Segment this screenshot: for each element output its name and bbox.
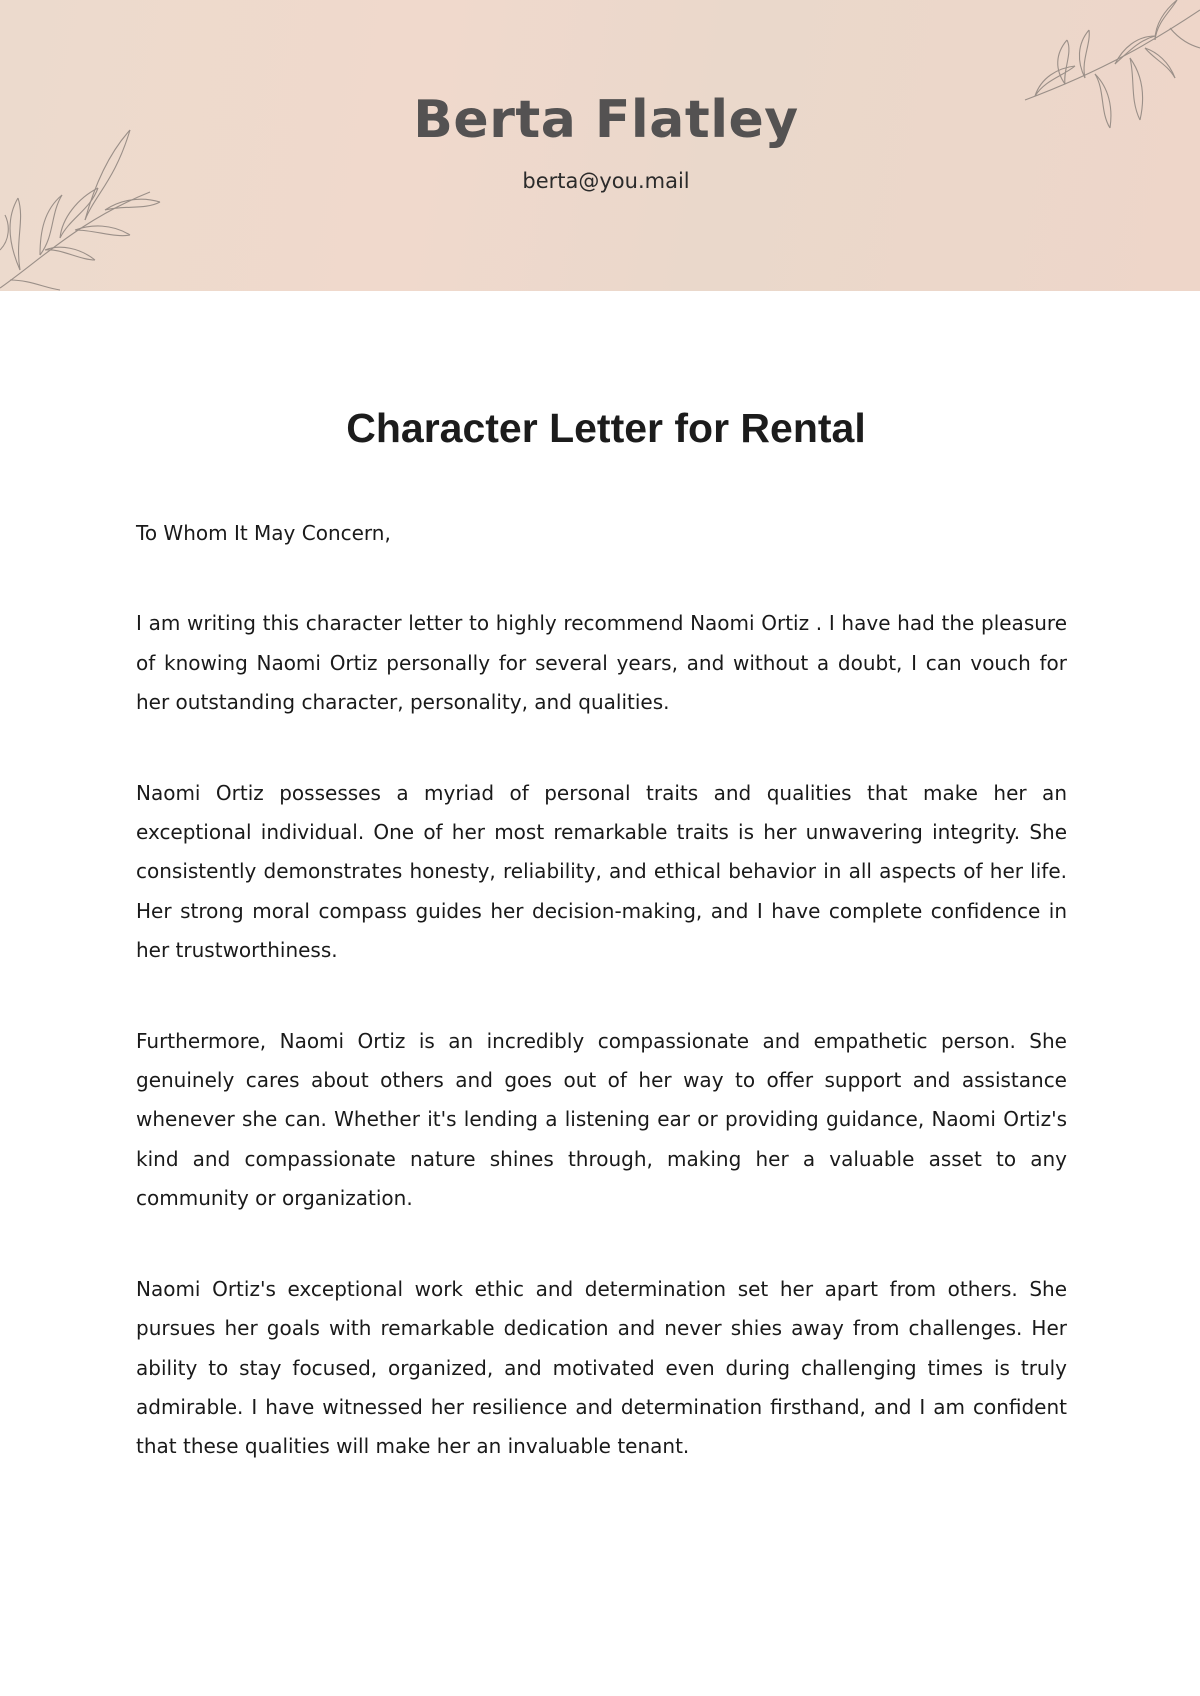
sender-email: berta@you.mail: [522, 169, 690, 193]
letter-paragraph-2: Naomi Ortiz possesses a myriad of personal traits and qualities that make her an exceptional individual. One of her most remarkable traits is her unwavering integrity. She consistently demonstrates honesty, reliability, and ethical behavior in all aspects of her life. Her strong moral compass guides her decision-making, and I have complete confidence in her trustworthiness.: [136, 780, 1067, 963]
letter-body: [136, 514, 1067, 1518]
letter-paragraph-3: Furthermore, Naomi Ortiz is an incredibly compassionate and empathetic person. She genuinely cares about others and goes out of her way to offer support and assistance whenever she can. Whether it's lending a listening ear or providing guidance, Naomi Ortiz's kind and compassionate nature shines through, making her a valuable asset to any community or organization.: [136, 1028, 1067, 1211]
letterhead-banner: [0, 0, 1200, 291]
letter-paragraph-1: I am writing this character letter to highly recommend Naomi Ortiz . I have had the pleasure of knowing Naomi Ortiz personally for several years, and without a doubt, I can vouch for her outstanding character, personality, and qualities.: [136, 611, 1067, 715]
sender-name: Berta Flatley: [413, 90, 799, 150]
letter-title: Character Letter for Rental: [346, 405, 866, 451]
letter-paragraph-4: Naomi Ortiz's exceptional work ethic and determination set her apart from others. She pursues her goals with remarkable dedication and never shies away from challenges. Her ability to stay focused, organized, and motivated even during challenging times is truly admirable. I have witnessed her resilience and determination firsthand, and I am confident that these qualities will make her an invaluable tenant.: [136, 1276, 1067, 1459]
letter-salutation: To Whom It May Concern,: [136, 521, 391, 545]
